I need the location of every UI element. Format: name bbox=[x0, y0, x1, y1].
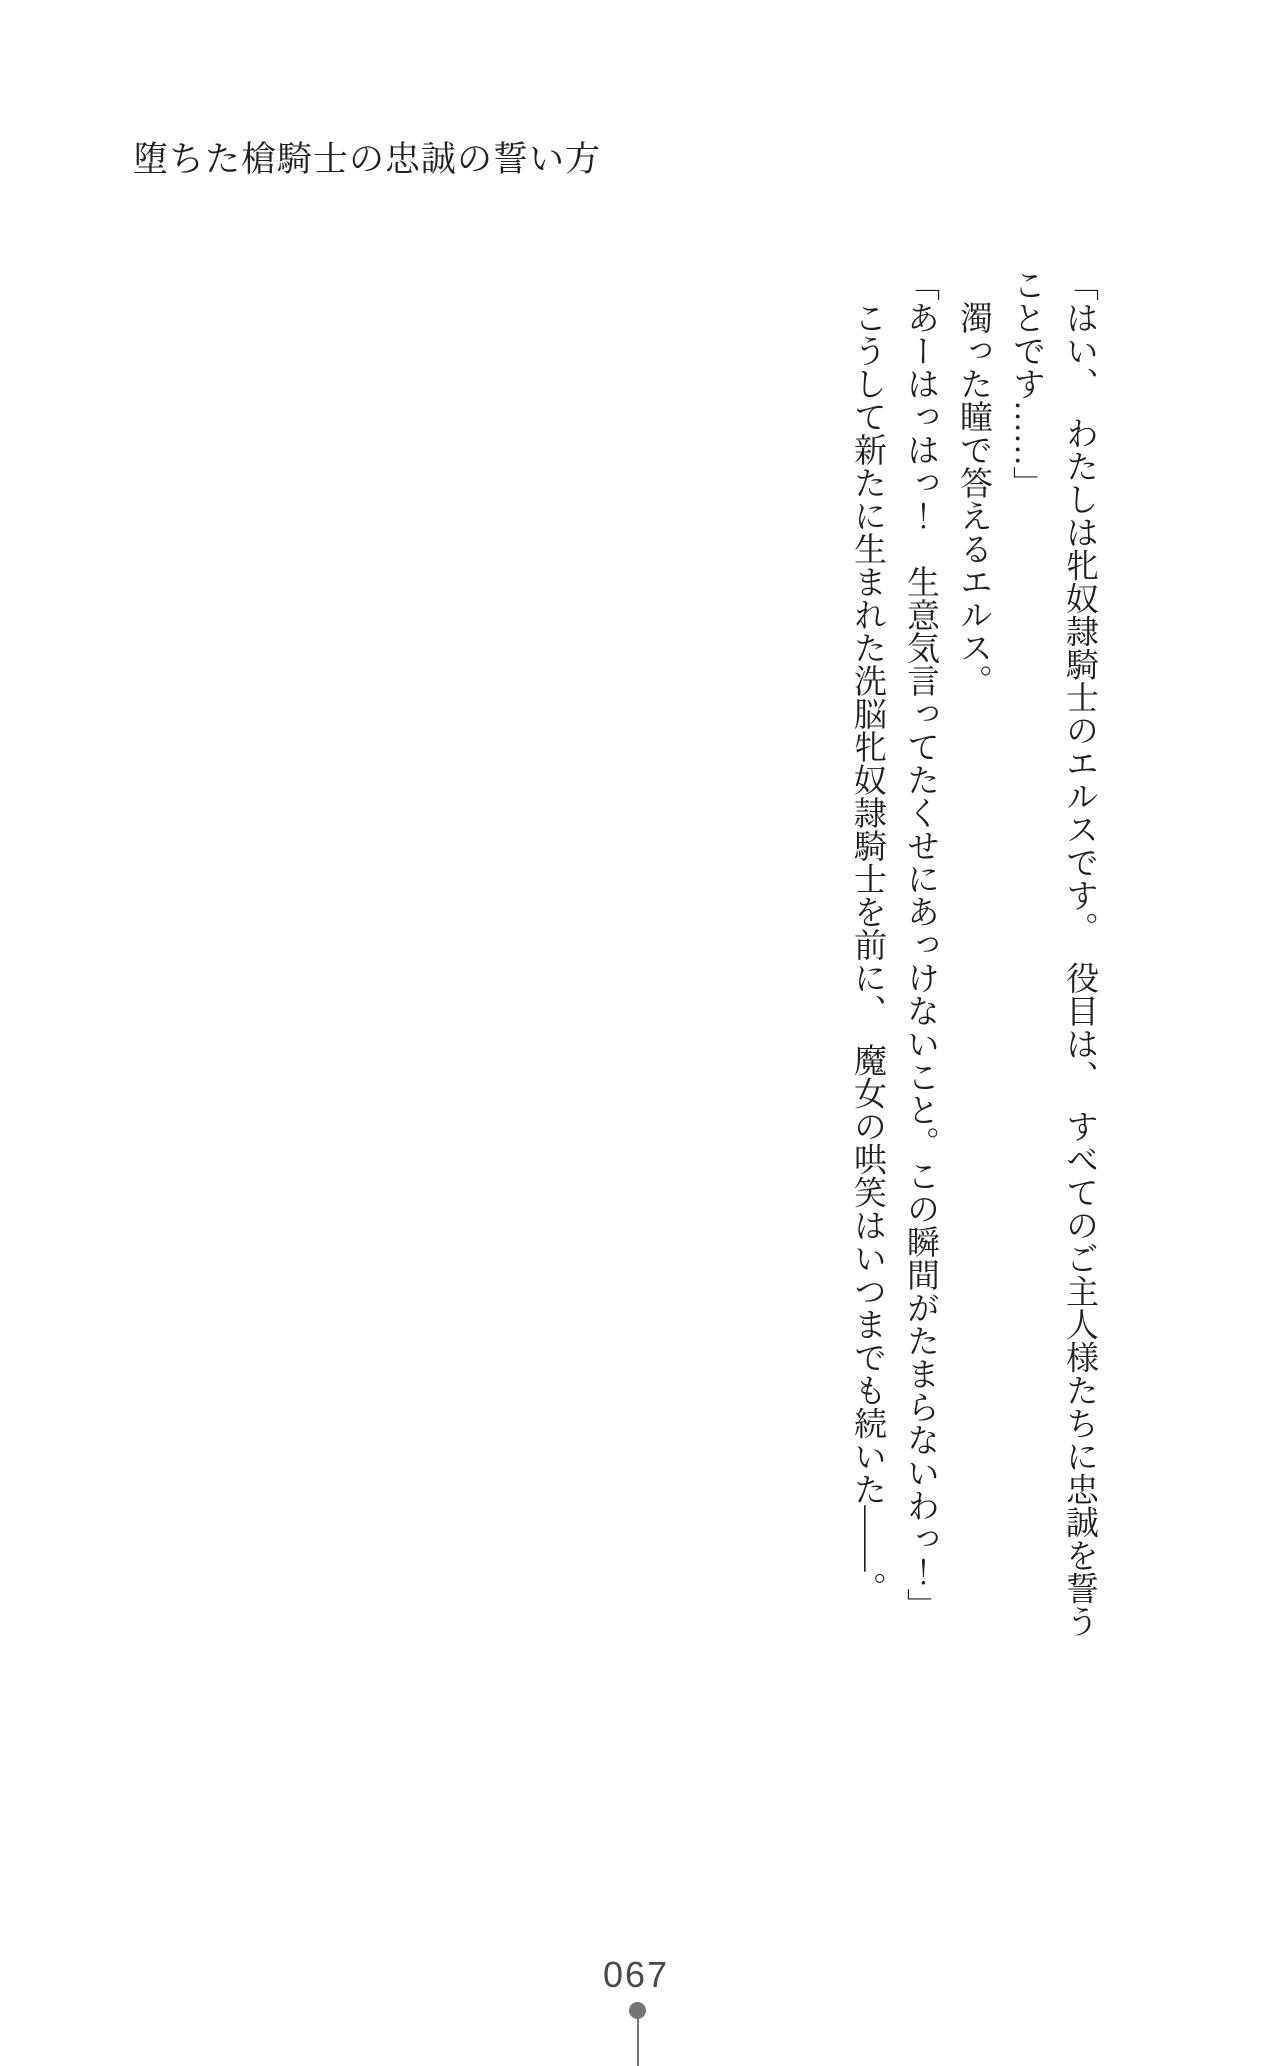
vertical-text-block bbox=[833, 268, 1105, 1698]
text-column: こうして新たに生まれた洗脳牝奴隷騎士を前に、 魔女の哄笑はいつまでも続いた――。 bbox=[849, 268, 885, 1605]
text-column: 「あーはっはっ！ 生意気言ってたくせにあっけないこと。この瞬間がたまらないわっ！」 bbox=[902, 268, 938, 1621]
text-column: ことです……」 bbox=[1008, 268, 1044, 499]
running-head-title: 堕ちた槍騎士の忠誠の誓い方 bbox=[133, 140, 602, 179]
text-column: 濁った瞳で答えるエルス。 bbox=[955, 268, 991, 697]
page-marker-line bbox=[637, 2016, 639, 2066]
text-column: 「はい、 わたしは牝奴隷騎士のエルスです。 役目は、 すべてのご主人様たちに忠誠を誓う bbox=[1061, 268, 1097, 1638]
page-number: 067 bbox=[602, 1954, 670, 1995]
